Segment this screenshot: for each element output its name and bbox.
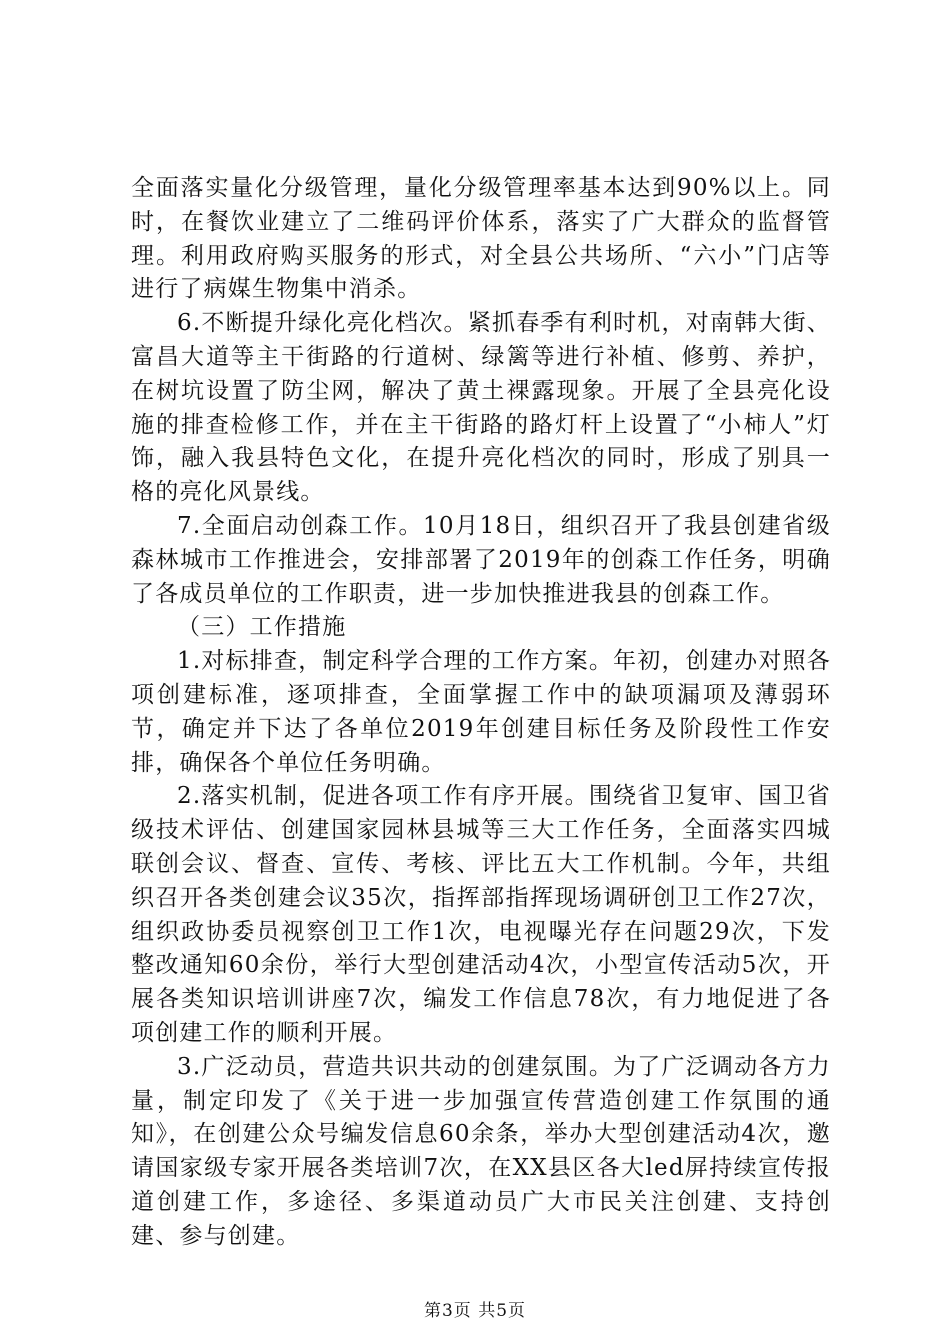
paragraph-measure-1: 1.对标排查，制定科学合理的工作方案。年初，创建办对照各项创建标准，逐项排查，全面掌握工作中的缺项漏项及薄弱环节，确定并下达了各单位2019年创建目标任务及阶段性工作安排，确保各个单位任务明确。 — [131, 648, 831, 776]
paragraph-measure-3: 3.广泛动员，营造共识共动的创建氛围。为了广泛调动各方力量，制定印发了《关于进一步加强宣传营造创建工作氛围的通知》，在创建公众号编发信息60余条，举办大型创建活动4次，邀请国家级专家开展各类培训7次，在XX县区各大led屏持续宣传报道创建工作，多途径、多渠道动员广大市民关注创建、支持创建、参与创建。 — [131, 1053, 831, 1249]
paragraph-measure-2: 2.落实机制，促进各项工作有序开展。围绕省卫复审、国卫省级技术评估、创建国家园林县城等三大工作任务，全面落实四城联创会议、督查、宣传、考核、评比五大工作机制。今年，共组织召开各类创建会议35次，指挥部指挥现场调研创卫工作27次，组织政协委员视察创卫工作1次，电视曝光存在问题29次，下发整改通知60余份，举行大型创建活动4次，小型宣传活动5次，开展各类知识培训讲座7次，编发工作信息78次，有力地促进了各项创建工作的顺利开展。 — [131, 783, 831, 1046]
document-body — [131, 172, 831, 1254]
section-heading: （三）工作措施 — [177, 614, 347, 641]
paragraph-continuation: 全面落实量化分级管理，量化分级管理率基本达到90%以上。同时，在餐饮业建立了二维码评价体系，落实了广大群众的监督管理。利用政府购买服务的形式，对全县公共场所、“六小”门店等进行了病媒生物集中消杀。 — [131, 175, 831, 303]
paragraph-item-7: 7.全面启动创森工作。10月18日，组织召开了我县创建省级森林城市工作推进会，安排部署了2019年的创森工作任务，明确了各成员单位的工作职责，进一步加快推进我县的创森工作。 — [131, 512, 831, 607]
paragraph-item-6: 6.不断提升绿化亮化档次。紧抓春季有利时机，对南韩大街、富昌大道等主干街路的行道树、绿篱等进行补植、修剪、养护，在树坑设置了防尘网，解决了黄土裸露现象。开展了全县亮化设施的排查检修工作，并在主干街路的路灯杆上设置了“小柿人”灯饰，融入我县特色文化，在提升亮化档次的同时，形成了别具一格的亮化风景线。 — [131, 310, 831, 506]
page-footer: 第3页 共5页 — [423, 1301, 527, 1321]
